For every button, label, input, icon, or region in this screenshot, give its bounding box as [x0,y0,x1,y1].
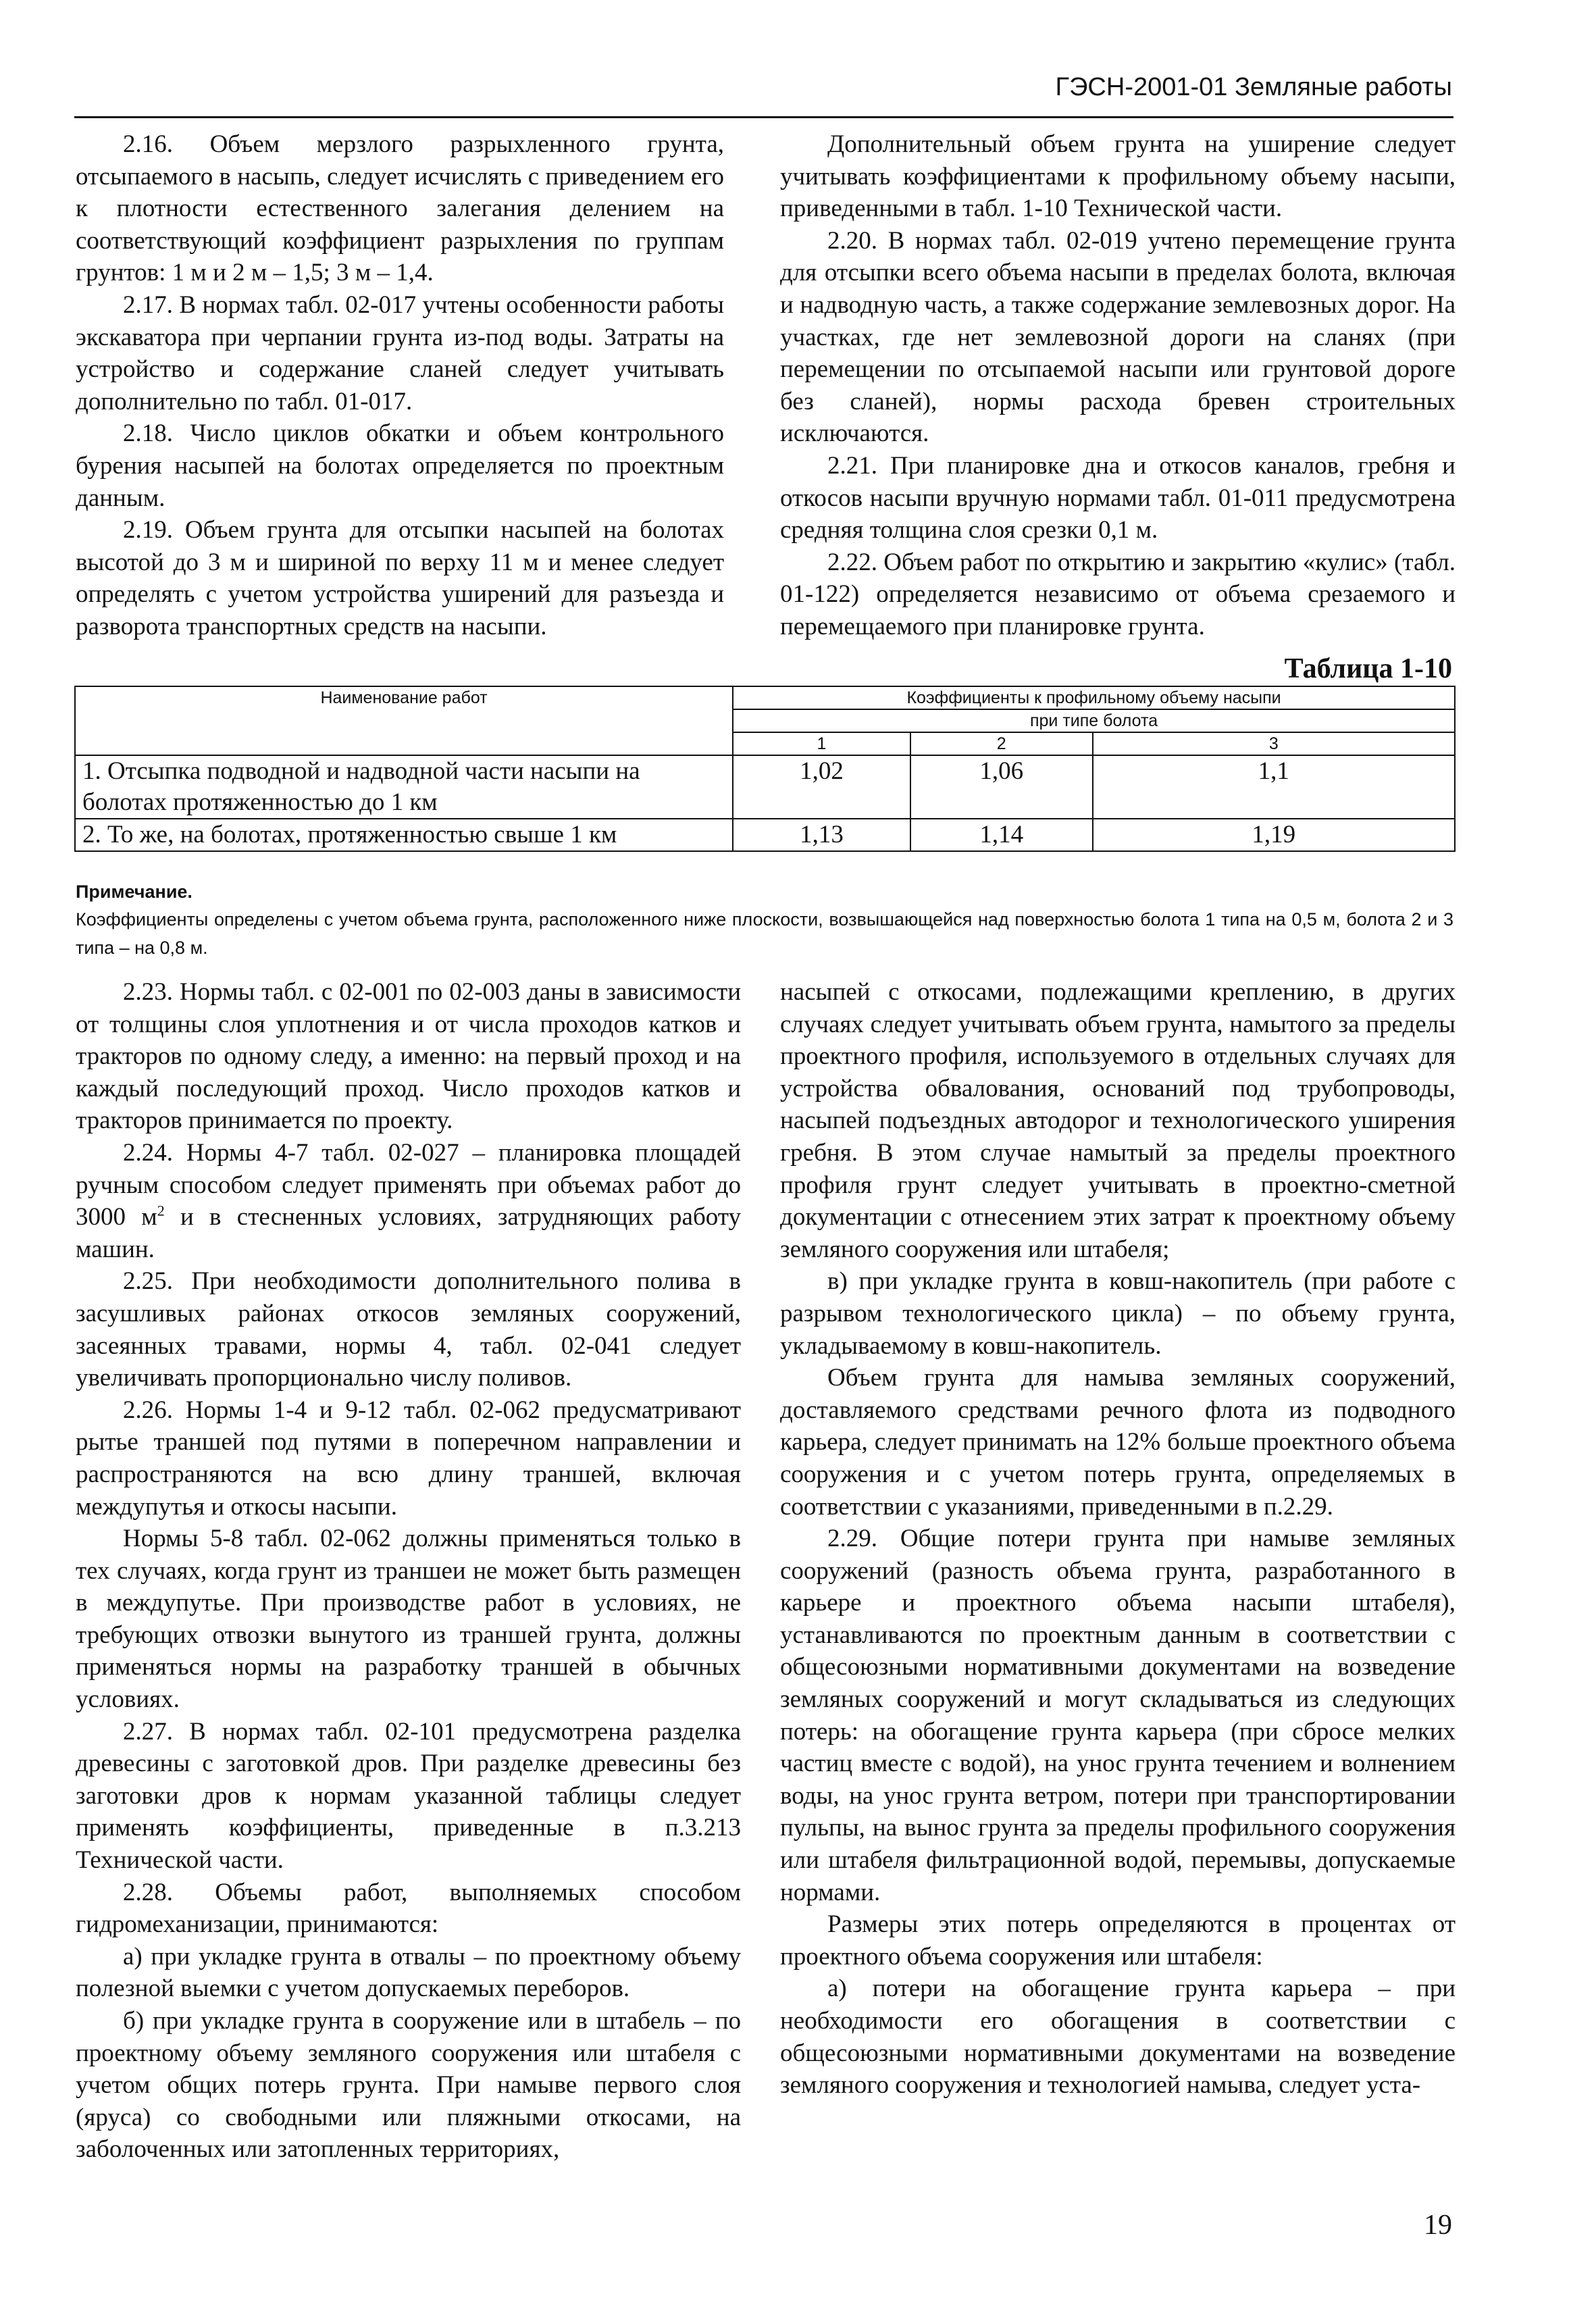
row-value-type-3: 1,1 [1093,755,1455,819]
column-top-right [780,128,1456,643]
paragraph-2-20: 2.20. В нормах табл. 02-019 учтено перемещение грунта для отсыпки всего объема насыпи в пределах болота, включая и надводную часть, а также содержание землевозных дорог. На участках, где нет землевозной дороги на сланях (при перемещении по отсыпаемой насыпи или грунтовой дороге без сланей), нормы расхода бревен строительных исключаются. [780,226,1456,448]
paragraph-2-24-tail: и в стесненных условиях, затрудняющих работу машин. [76,1203,741,1263]
paragraph-widening: Дополнительный объем грунта на уширение следует учитывать коэффициентами к профильному объему насыпи, приведенными в табл. 1-10 Технической части. [780,130,1456,223]
paragraph-2-22: 2.22. Объем работ по открытию и закрытию «кулис» (табл. 01-122) определяется независимо от объема срезаемого и перемещаемого при планировке грунта. [780,548,1456,640]
column-top-left [76,128,724,643]
paragraph-2-28-v: в) при укладке грунта в ковш-накопитель (при работе с разрывом технологического цикла) – по объему грунта, укладываемому в ковш-накопитель. [780,1267,1456,1360]
coefficients-table [74,686,1456,852]
column-bottom-right [780,976,1456,2102]
running-header: ГЭСН-2001-01 Земляные работы [1055,73,1452,101]
paragraph-2-28-a: а) при укладке грунта в отвалы – по проектному объему полезной выемки с учетом допускаемых переборов. [76,1942,741,2003]
row-name: 1. Отсыпка подводной и надводной части насыпи на болотах протяженностью до 1 км [75,755,733,819]
paragraph-2-23: 2.23. Нормы табл. с 02-001 по 02-003 даны в зависимости от толщины слоя уплотнения и от числа проходов катков и тракторов по одному следу, а именно: на первый проход и на каждый последующий проход. Число проходов катков и тракторов принимается по проекту. [76,978,741,1135]
paragraph-2-21: 2.21. При планировке дна и откосов каналов, гребня и откосов насыпи вручную нормами табл. 01-011 предусмотрена средняя толщина слоя срезки 0,1 м. [780,451,1456,544]
paragraph-river-fleet: Объем грунта для намыва земляных сооружений, доставляемого средствами речного флота из подводного карьера, следует принимать на 12% больше проектного объема сооружения и с учетом потерь грунта, определяемых в соответствии с указаниями, приведенными в п.2.29. [780,1364,1456,1521]
table-row [75,755,1455,819]
paragraph-2-17: 2.17. В нормах табл. 02-017 учтены особенности работы экскаватора при черпании грунта из-под воды. Затраты на устройство и содержание сланей следует учитывать дополнительно по табл. 01-017. [76,290,724,415]
row-value-type-1: 1,13 [733,819,910,851]
paragraph-2-24 [76,1137,741,1265]
header-work-name: Наименование работ [75,686,733,755]
row-value-type-1: 1,02 [733,755,910,819]
column-bottom-left [76,976,741,2166]
header-coefficients: Коэффициенты к профильному объему насыпи [733,686,1455,709]
paragraph-2-19: 2.19. Объем грунта для отсыпки насыпей на болотах высотой до 3 м и шириной по верху 11 м и менее следует определять с учетом устройства уширений для разъезда и разворота транспортных средств на насыпи. [76,516,724,640]
row-value-type-2: 1,06 [910,755,1093,819]
paragraph-2-27: 2.27. В нормах табл. 02-101 предусмотрена разделка древесины с заготовкой дров. При разделке древесины без заготовки дров к нормам указанной таблицы следует применять коэффициенты, приведенные в п.3.213 Технической части. [76,1717,741,1875]
paragraph-continuation: насыпей с откосами, подлежащими креплению, в других случаях следует учитывать объем грунта, намытого за пределы проектного профиля, используемого в отдельных случаях для устройства обвалования, оснований под трубопроводы, насыпей подъездных автодорог и технологического уширения гребня. В этом случае намытый за пределы проектного профиля грунт следует учитывать в проектно-сметной документации с отнесением этих затрат к проектному объему земляного сооружения или штабеля; [780,978,1456,1263]
page-number: 19 [1424,2210,1452,2241]
note-text: Коэффициенты определены с учетом объема грунта, расположенного ниже плоскости, возвышающейся над поверхностью болота 1 типа на 0,5 м, болота 2 и 3 типа – на 0,8 м. [76,909,1453,958]
table-caption: Таблица 1-10 [1284,653,1452,684]
row-value-type-2: 1,14 [910,819,1093,851]
superscript-2: 2 [157,1202,165,1219]
row-value-type-3: 1,19 [1093,819,1455,851]
paragraph-2-16: 2.16. Объем мерзлого разрыхленного грунта, отсыпаемого в насыпь, следует исчислять с приведением его к плотности естественного залегания делением на соответствующий коэффициент разрыхления по группам грунтов: 1 м и 2 м – 1,5; 3 м – 1,4. [76,130,724,287]
paragraph-2-24-text: 2.24. Нормы 4-7 табл. 02-027 – планировка площадей ручным способом следует применять при объемах работ до 3000 м [76,1138,741,1231]
paragraph-2-18: 2.18. Число циклов обкатки и объем контрольного бурения насыпей на болотах определяется по проектным данным. [76,420,724,512]
paragraph-2-26: 2.26. Нормы 1-4 и 9-12 табл. 02-062 предусматривают рытье траншей под путями в поперечном направлении и распространяются на всю длину траншей, включая междупутья и откосы насыпи. [76,1396,741,1521]
table-row [75,819,1455,851]
paragraph-norms-5-8: Нормы 5-8 табл. 02-062 должны применяться только в тех случаях, когда грунт из траншеи не может быть размещен в междупутье. При производстве работ в условиях, не требующих отвозки вынутого из траншей грунта, должны применяться нормы на разработку траншей в обычных условиях. [76,1525,741,1714]
header-rule [74,116,1453,118]
note-title: Примечание. [76,882,192,902]
paragraph-loss-sizes: Размеры этих потерь определяются в процентах от проектного объема сооружения или штабеля: [780,1910,1456,1971]
header-type-2: 2 [910,732,1093,755]
header-type-1: 1 [733,732,910,755]
paragraph-2-29: 2.29. Общие потери грунта при намыве земляных сооружений (разность объема грунта, разработанного в карьере и проектного объема насыпи штабеля), устанавливаются по проектным данным в соответствии с общесоюзными нормативными документами на возведение земляных сооружений и могут складываться из следующих потерь: на обогащение грунта карьера (при сбросе мелких частиц вместе с водой), на унос грунта течением и волнением воды, на унос грунта ветром, потери при транспортировании пульпы, на вынос грунта за пределы профильного сооружения или штабеля фильтрационной водой, перемывы, допускаемые нормами. [780,1525,1456,1906]
paragraph-loss-a: а) потери на обогащение грунта карьера – при необходимости его обогащения в соответствии с общесоюзными нормативными документами на возведение земляного сооружения и технологией намыва, следует уста- [780,1975,1456,2100]
paragraph-2-28: 2.28. Объемы работ, выполняемых способом гидромеханизации, принимаются: [76,1878,741,1939]
header-swamp-type: при типе болота [733,709,1455,732]
header-type-3: 3 [1093,732,1455,755]
row-name: 2. То же, на болотах, протяженностью свыше 1 км [75,819,733,851]
paragraph-2-28-b: б) при укладке грунта в сооружение или в штабель – по проектному объему земляного сооружения или штабеля с учетом общих потерь грунта. При намыве первого слоя (яруса) со свободными или пляжными откосами, на заболоченных или затопленных территориях, [76,2007,741,2164]
paragraph-2-25: 2.25. При необходимости дополнительного полива в засушливых районах откосов земляных сооружений, засеянных травами, нормы 4, табл. 02-041 следует увеличивать пропорционально числу поливов. [76,1267,741,1392]
